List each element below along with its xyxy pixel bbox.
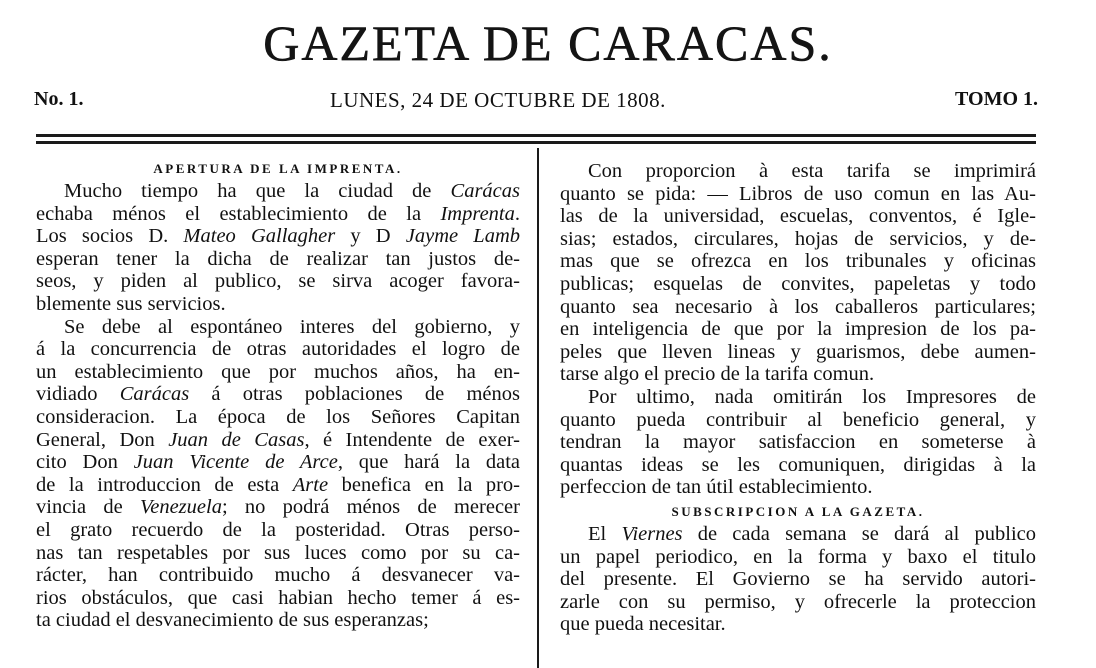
text-run: General, Don — [36, 428, 169, 451]
italic-text: Carácas — [450, 180, 520, 202]
issue-date: LUNES, 24 DE OCTUBRE DE 1808. — [330, 88, 666, 112]
text-line — [36, 587, 520, 610]
text-run: de cada semana se dará al publico — [682, 522, 1036, 545]
text-line — [36, 270, 520, 293]
text-run: esperan tener la dicha de realizar tan justos de- — [36, 247, 520, 270]
text-run: , que hará la data — [337, 451, 520, 474]
text-run: quanto pueda contribuir al beneficio general, y — [560, 408, 1036, 431]
text-run: nas tan respetables por sus luces como por su ca- — [36, 541, 520, 564]
text-run: , é Intendente de exer- — [304, 428, 521, 451]
text-line — [560, 546, 1036, 569]
text-run: Los socios D. — [36, 225, 184, 248]
italic-text: Juan Vicente de Arce — [133, 451, 338, 474]
masthead-title: GAZETA DE CARACAS. — [263, 15, 833, 71]
text-line — [36, 429, 520, 452]
text-run: peles que lleven lineas y guarismos, debe aumen- — [560, 340, 1036, 363]
section-heading-subscripcion: SUBSCRIPCION A LA GAZETA. — [671, 503, 925, 519]
text-run: tarse algo el precio de la tarifa comun. — [560, 363, 875, 386]
text-line — [36, 451, 520, 474]
text-run: publicas; esquelas de convites, papeletas y todo — [560, 272, 1036, 295]
text-run: consideracion. La época de los Señores Capitan — [36, 405, 520, 428]
text-line — [36, 225, 520, 248]
italic-text: Venezuela — [139, 496, 222, 519]
text-run: rios obstáculos, que casi habian hecho temer á es- — [36, 586, 520, 609]
text-line — [560, 318, 1036, 341]
text-run: un establecimiento que por muchos años, ha en- — [36, 360, 520, 383]
text-line — [36, 316, 520, 339]
text-run: quanto se pida: — Libros de uso comun en las Au- — [560, 182, 1036, 205]
text-run: sias; estados, circulares, hojas de servicios, y de- — [560, 227, 1036, 250]
section-heading-apertura: APERTURA DE LA IMPRENTA. — [153, 161, 403, 176]
italic-text: Jayme Lamb — [405, 225, 520, 248]
text-line — [36, 519, 520, 542]
text-line — [36, 542, 520, 565]
italic-text: Juan de Casas — [168, 428, 305, 451]
text-run: Por ultimo, nada omitirán los Impresores de — [588, 385, 1036, 408]
text-run: que pueda necesitar. — [560, 613, 726, 636]
text-run: las de la universidad, escuelas, conventos, é Igle- — [560, 205, 1036, 228]
text-run: echaba ménos el establecimiento de la — [36, 202, 441, 225]
text-run: Mucho tiempo ha que la ciudad de — [64, 180, 451, 202]
text-line — [560, 476, 1036, 499]
text-line — [560, 250, 1036, 273]
text-run: seos, y piden al publico, se sirva acoger favora- — [36, 270, 520, 293]
article-body-apertura — [36, 180, 520, 632]
text-line — [560, 431, 1036, 454]
text-run: perfeccion de tan útil establecimiento. — [560, 476, 873, 499]
text-run: vincia de — [36, 496, 140, 519]
text-line — [36, 361, 520, 384]
text-line — [36, 609, 520, 632]
text-run: tendran la mayor satisfaccion en someterse à — [560, 431, 1036, 454]
text-run: zarle con su permiso, y ofrecerle la proteccion — [560, 590, 1036, 613]
issue-number: No. 1. — [34, 88, 84, 110]
text-line — [36, 203, 520, 226]
text-run: benefica en la pro- — [328, 473, 520, 496]
text-run: cito Don — [36, 451, 134, 474]
text-run: mas que se ofrezca en los tribunales y oficinas — [560, 250, 1036, 273]
text-line — [36, 474, 520, 497]
text-run: quantas ideas se les comuniquen, dirigidas à la — [560, 453, 1036, 476]
text-run: y D — [335, 225, 406, 248]
text-run: Con proporcion à esta tarifa se imprimirá — [588, 160, 1036, 182]
italic-text: Carácas — [119, 383, 190, 406]
text-line — [560, 228, 1036, 251]
text-line — [36, 496, 520, 519]
text-run: á la concurrencia de otras autoridades el logro de — [36, 338, 520, 361]
text-run: rácter, han contribuido mucho á desvanecer va- — [36, 564, 520, 587]
text-line — [560, 341, 1036, 364]
text-run: quanto sea necesario à los caballeros particulares; — [560, 295, 1036, 318]
text-line — [560, 386, 1036, 409]
text-line — [560, 205, 1036, 228]
text-line — [560, 183, 1036, 206]
volume-label: TOMO 1. — [955, 88, 1038, 110]
text-line — [560, 363, 1036, 386]
text-line — [560, 454, 1036, 477]
italic-text: Imprenta — [440, 202, 515, 225]
text-line — [36, 293, 520, 316]
masthead-rule-top — [36, 134, 1036, 137]
left-column — [36, 160, 520, 632]
text-line — [560, 591, 1036, 614]
text-line — [560, 568, 1036, 591]
text-line — [560, 523, 1036, 546]
text-run: Se debe al espontáneo interes del gobierno, y — [64, 315, 520, 338]
text-line — [36, 383, 520, 406]
text-run: El — [588, 522, 622, 545]
text-run: un papel periodico, en la forma y baxo el titulo — [560, 545, 1036, 568]
text-run: blemente sus servicios. — [36, 292, 226, 315]
text-line — [560, 613, 1036, 636]
text-run: ta ciudad el desvanecimiento de sus esperanzas; — [36, 609, 429, 632]
text-run: . — [514, 202, 520, 225]
italic-text: Arte — [292, 473, 329, 496]
dateline — [34, 88, 1038, 118]
text-run: en inteligencia de que por la impresion de los pa- — [560, 318, 1036, 341]
masthead-rule-bottom — [36, 141, 1036, 144]
text-line — [560, 296, 1036, 319]
text-line — [560, 409, 1036, 432]
italic-text: Mateo Gallagher — [183, 225, 336, 248]
text-line — [36, 564, 520, 587]
text-line — [36, 180, 520, 203]
text-run: del presente. El Govierno se ha servido autori- — [560, 568, 1036, 591]
text-run: el grato recuerdo de la posteridad. Otras perso- — [36, 518, 520, 541]
text-line — [36, 248, 520, 271]
text-run: ; no podrá ménos de merecer — [221, 496, 520, 519]
column-divider — [537, 148, 539, 668]
text-line — [560, 273, 1036, 296]
text-line — [36, 338, 520, 361]
text-run: á otras poblaciones de ménos — [189, 383, 521, 406]
text-run: vidiado — [36, 383, 120, 406]
text-line — [36, 406, 520, 429]
article-body-subscripcion — [560, 523, 1036, 636]
article-body-tarifa — [560, 160, 1036, 499]
italic-text: Viernes — [621, 522, 683, 545]
right-column — [560, 160, 1036, 636]
text-run: de la introduccion de esta — [36, 473, 293, 496]
text-line — [560, 160, 1036, 183]
